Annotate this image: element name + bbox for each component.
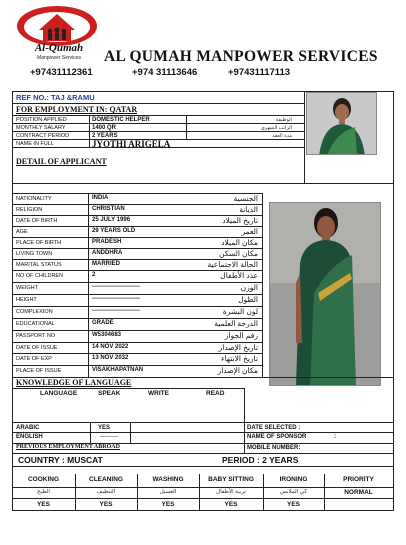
passport-label: PASSPORT NO [16,333,56,339]
skill-babysitting-header: BABY SITTING [208,476,254,483]
contract-period-value: 2 YEARS [92,133,118,139]
divider [304,91,305,183]
divider [12,115,304,116]
place-of-birth-arabic: مكان الميلاد [221,238,258,247]
skill-cooking-arabic: الطبخ [37,489,50,495]
divider [12,498,394,499]
divider [12,306,262,307]
living-town-arabic: مكان السكن [219,249,258,258]
date-selected-label: DATE SELECTED : [247,425,301,431]
divider [12,259,262,260]
divider [12,204,262,205]
place-of-issue-label: PLACE OF ISSUE [16,368,62,374]
passport-arabic: رقم الجواز [224,331,258,340]
religion-arabic: الديانة [239,205,258,214]
contract-period-arabic: مدة العقد [272,133,292,139]
skill-ironing-arabic: كي الملابس [280,489,307,495]
sponsor-colon: : [334,434,336,440]
monthly-salary-value: 1400 QR [92,125,117,131]
divider [12,453,394,454]
position-applied-value: DOMESTIC HELPER [92,117,150,123]
previous-period: PERIOD : 2 YEARS [222,455,299,465]
full-name-value: JYOTHI ARIGELA [92,139,171,149]
marital-status-value: MARRIED [92,261,120,267]
divider [12,282,262,283]
issue-date-label: DATE OF ISSUE [16,345,58,351]
complexion-label: COMPLEXION [16,309,53,315]
divider [12,270,262,271]
priority-header: PRIORITY [343,476,374,483]
nationality-label: NATIONALITY [16,196,52,202]
lang-col-write: WRITE [148,390,169,397]
position-applied-arabic: الوظيفة [275,117,292,123]
dob-label: DATE OF BIRTH [16,218,58,224]
skill-cleaning-header: CLEANING [89,476,123,483]
previous-country: COUNTRY : MUSCAT [18,455,103,465]
living-town-label: LIVING TOWN [16,251,53,257]
place-of-birth-label: PLACE OF BIRTH [16,240,62,246]
dob-value: 25 JULY 1996 [92,217,131,223]
age-value: 29 YEARS OLD [92,228,136,234]
divider [12,353,262,354]
living-town-value: ANDDHRA [92,250,123,256]
dob-arabic: تاريخ الميلاد [222,216,258,225]
lang-english-speak: --------- [100,434,118,440]
contract-period-label: CONTRACT PERIOD [16,133,70,139]
marital-status-label: MARITAL STATUS [16,262,62,268]
divider [89,115,90,147]
position-applied-label: POSITION APPLIED [16,117,67,123]
divider [12,294,262,295]
lang-col-speak: SPEAK [98,390,121,397]
monthly-salary-arabic: الراتب الشهري [260,125,292,131]
nationality-value: INDIA [92,195,109,201]
applicant-photo-large [269,202,381,386]
weight-arabic: الوزن [240,283,258,292]
religion-value: CHRISTIAN [92,206,125,212]
divider [244,388,245,454]
company-name: AL QUMAH MANPOWER SERVICES [104,48,378,65]
sponsor-label: NAME OF SPONSOR [247,434,307,440]
age-label: AGE [16,229,28,235]
divider [12,466,394,467]
exp-date-label: DATE OF EXP [16,356,52,362]
children-label: NO OF CHILDREN [16,273,64,279]
place-of-issue-arabic: مكان الإصدار [217,366,258,375]
issue-date-arabic: تاريخ الإصدار [218,343,258,352]
phone-2: +974 31113646 [132,67,198,78]
complexion-value: ------------------------ [92,308,140,314]
weight-value: ------------------------ [92,284,140,290]
lang-col-read: READ [206,390,225,397]
mobile-label: MOBILE NUMBER: [247,445,301,451]
education-value: GRADE [92,320,114,326]
place-of-birth-value: PRADESH [92,239,122,245]
previous-employment-title: PREVIOUS EMPLOYMENT ABROAD [16,444,120,450]
skill-babysitting-arabic: تربية الأطفال [216,489,246,495]
skill-ironing-value: YES [286,501,300,508]
skill-ironing-header: IRONING [279,476,308,483]
children-value: 2 [92,272,96,278]
divider [90,422,91,444]
exp-date-value: 13 NOV 2032 [92,355,129,361]
weight-label: WEIGHT [16,285,38,291]
skill-cooking-value: YES [36,501,50,508]
applicant-photo-small [306,92,377,155]
lang-col-language: LANGUAGE [40,390,78,397]
divider [130,422,131,444]
frame-left [12,91,13,511]
skill-washing-value: YES [161,501,175,508]
divider [12,510,394,511]
divider [186,115,187,139]
divider [12,123,304,124]
divider [262,193,263,377]
lang-arabic-label: ARABIC [16,425,40,431]
logo-subtitle: Manpower Services [37,55,81,61]
exp-date-arabic: تاريخ الانتهاء [221,354,258,363]
applicant-title: DETAIL OF APPLICANT [16,157,107,166]
skill-washing-header: WASHING [152,476,184,483]
divider [12,432,394,433]
passport-value: W5304683 [92,332,122,338]
skill-babysitting-value: YES [224,501,238,508]
divider [12,365,262,366]
full-name-label: NAME IN FULL [16,141,54,147]
height-label: HEIGHT [16,297,37,303]
divider [12,193,262,194]
divider [12,388,244,389]
phone-1: +97431112361 [30,67,93,78]
divider [12,487,394,488]
divider [12,215,262,216]
divider [12,318,262,319]
divider [88,193,89,377]
skill-cooking-header: COOKING [27,476,60,483]
frame-right [393,91,394,511]
skill-washing-arabic: الغسيل [159,489,177,495]
education-arabic: الدرجة العلمية [214,319,258,328]
employment-title: FOR EMPLOYMENT IN: QATAR [16,105,138,114]
religion-label: RELIGION [16,207,43,213]
ref-number: REF NO.: TAJ &RAMU [16,93,95,102]
divider [12,226,262,227]
phone-3: +97431117113 [228,67,291,78]
age-arabic: العمر [241,227,258,236]
priority-value: NORMAL [344,489,373,496]
divider [12,103,304,104]
logo-name: Al-Qumah [34,42,84,54]
skill-cleaning-arabic: التنظيف [96,489,116,495]
language-title: KNOWLEDGE OF LANGUAGE [16,378,132,387]
monthly-salary-label: MONTHLY SALARY [16,125,66,131]
nationality-arabic: الجنسية [233,194,258,203]
divider [12,183,394,184]
education-label: EDUCATIONAL [16,321,55,327]
divider [12,248,262,249]
height-arabic: الطول [238,295,258,304]
complexion-arabic: لون البشرة [222,307,258,316]
divider [12,422,394,423]
marital-status-arabic: الحالة الاجتماعية [207,260,258,269]
lang-english-label: ENGLISH [16,434,43,440]
divider [12,330,262,331]
divider [12,131,304,132]
divider [12,342,262,343]
children-arabic: عدد الأطفال [220,271,258,280]
height-value: ------------------------ [92,296,140,302]
divider [12,237,262,238]
skill-cleaning-value: YES [99,501,113,508]
issue-date-value: 14 NOV 2022 [92,344,129,350]
lang-arabic-speak: YES [98,425,111,431]
place-of-issue-value: VISAKHAPATNAN [92,367,144,373]
